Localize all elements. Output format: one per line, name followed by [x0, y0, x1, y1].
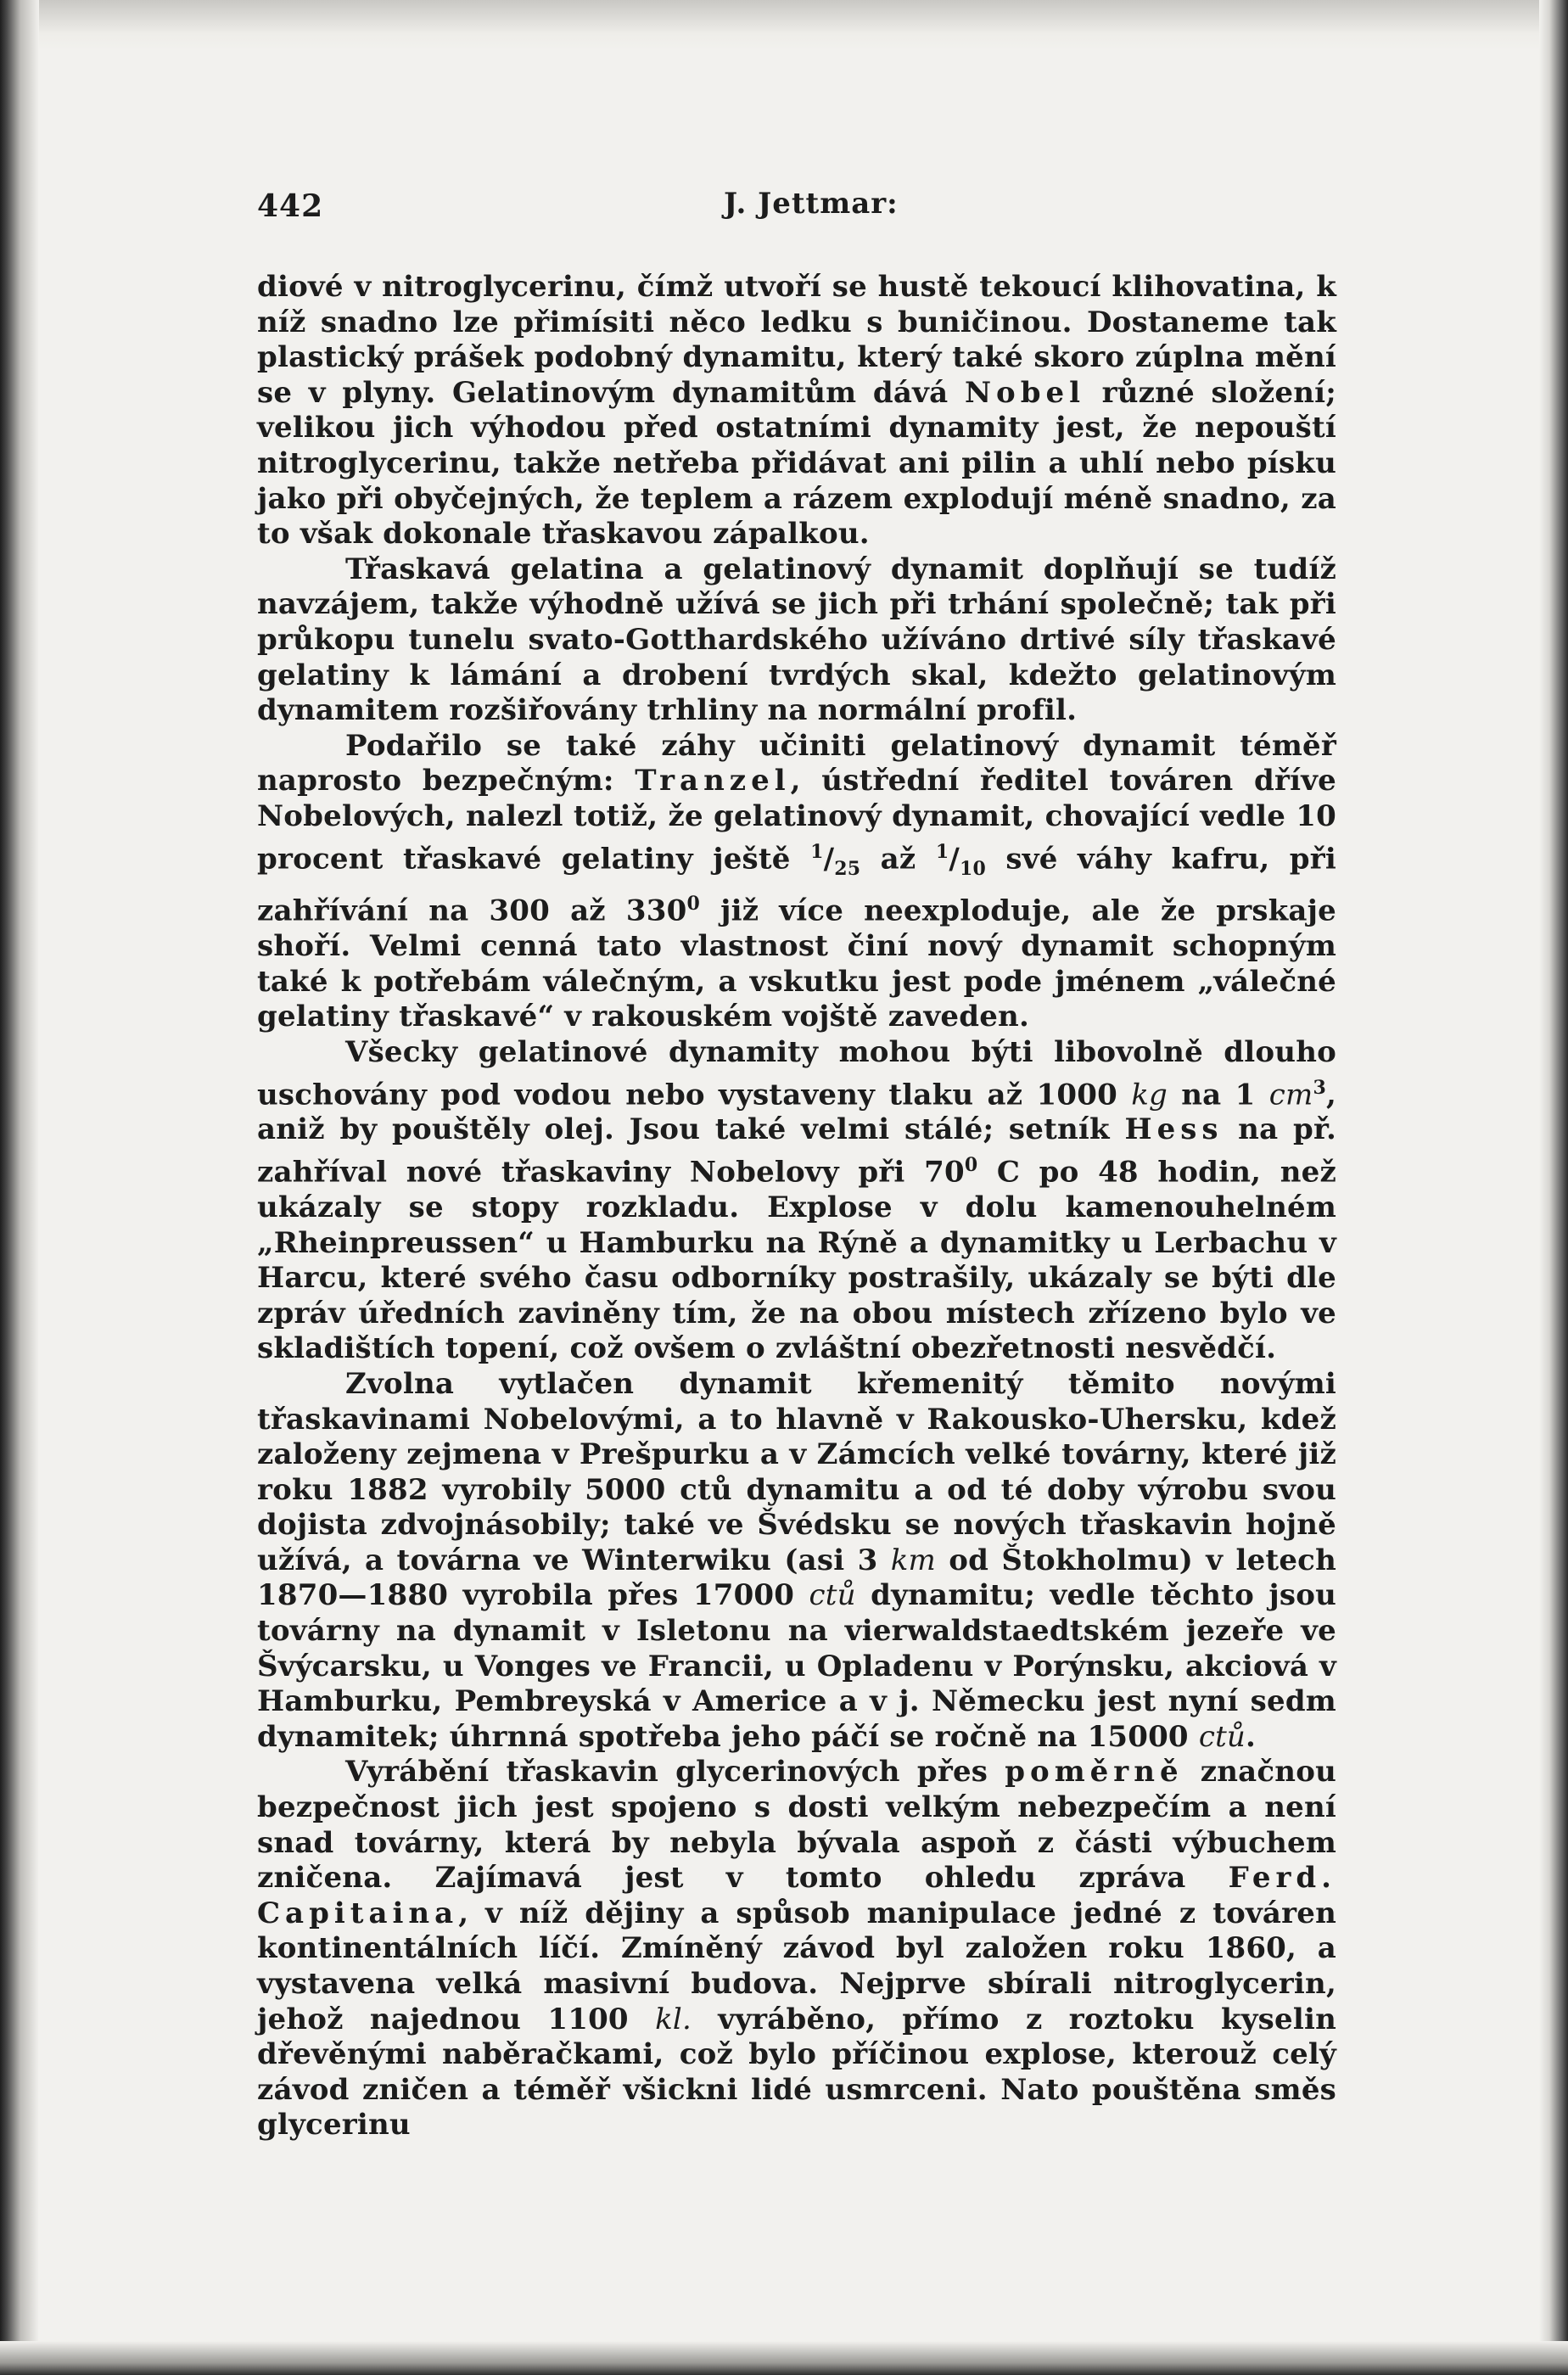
running-head: J. Jettmar:: [724, 187, 899, 221]
text-run: až: [860, 841, 936, 876]
text-run: Zvolna vytlačen dynamit křemenitý těmito novými třaskavinami Nobelovými, a to hlavně v Rakousko-Uhersku, kdež založeny zejmena v Prešpurku a v Zámcích velké továrny, které již roku 1882 vyrobily 5000 ctů dynamitu a od té doby výrobu svou dojista zdvojnásobily; také ve Švédsku se nových třaskavin hojně užívá, a továrna ve Winterwiku (asi 3: [257, 1366, 1336, 1577]
text-run: 1: [935, 840, 949, 863]
text-run: ctů: [1198, 1719, 1246, 1754]
text-run: na 1: [1167, 1077, 1269, 1112]
page-header: [257, 180, 1336, 231]
body-text: [257, 270, 1336, 2143]
text-run: již více neexploduje, ale že prskaje shoří. Velmi cenná tato vlastnost činí nový dynamit schopným také k potřebám válečným, a vskutku jest pode jménem „válečné gelatiny třaskavé“ v rakouském vojště zaveden.: [257, 893, 1336, 1034]
paragraph-6: [257, 1755, 1336, 2143]
text-run: km: [890, 1543, 936, 1577]
text-run: diové v nitroglycerinu, čímž utvoří se hustě tekoucí klihovatina, k níž snadno lze přimísiti něco ledku s buničinou. Dostaneme tak plastický prášek podobný dynamitu, který také skoro zúplna mění se v plyny. Gelatinovým dynamitům dává: [257, 270, 1336, 410]
scan-edge-bottom: [0, 2341, 1568, 2375]
text-run: /: [949, 841, 960, 876]
text-run: 1: [810, 840, 824, 863]
text-run: dynamitu; vedle těchto jsou továrny na dynamit v Isletonu na vierwaldstaedtském jezeře ve Švýcarsku, u Vonges ve Francii, u Opladenu v Porýnsku, akciová v Hamburku, Pembreyská v Americe a v j. Německu jest nyní sedm dynamitek; úhrnná spotřeba jeho páčí se ročně na 15000: [257, 1578, 1336, 1754]
paragraph-3: [257, 729, 1336, 1035]
text-run: , v níž dějiny a spůsob manipulace jedné z továren kontinentálních líčí. Zmíněný závod byl založen roku 1860, a vystavena velká masivní budova. Nejprve sbírali nitroglycerin, jehož najednou 1100: [257, 1896, 1336, 2036]
text-run: Třaskavá gelatina a gelatinový dynamit doplňují se tudíž navzájem, takže výhodně užívá se jich při trhání společně; tak při průkopu tunelu svato-Gotthardského užíváno drtivé síly třaskavé gelatiny k lámání a drobení tvrdých skal, kdežto gelatinovým dynamitem rozšiřovány trhliny na normální profil.: [257, 552, 1336, 728]
text-run: kg: [1131, 1077, 1168, 1112]
text-run: Ferd. Capitaina: [257, 1861, 1336, 1930]
text-run: cm: [1268, 1077, 1313, 1112]
text-run: značnou bezpečnost jich jest spojeno s dosti velkým nebezpečím a není snad továrny, která by nebyla bývala aspoň z části výbuchem zničena. Zajímavá jest v tomto ohledu zpráva: [257, 1755, 1336, 1896]
text-run: 3: [1313, 1076, 1326, 1099]
text-run: Vyrábění třaskavin glycerinových přes: [345, 1755, 1005, 1790]
text-run: 25: [834, 857, 861, 880]
text-run: .: [1246, 1719, 1257, 1754]
text-run: na př. zahříval nové třaskaviny Nobelovy při 70: [257, 1112, 1336, 1190]
paragraph-4: [257, 1035, 1336, 1367]
text-run: /: [823, 841, 835, 876]
text-run: Všecky gelatinové dynamity mohou býti libovolně dlouho uschovány pod vodou nebo vystaveny tlaku až 1000: [257, 1034, 1336, 1112]
scan-edge-left: [0, 0, 39, 2375]
text-run: své váhy kafru, při zahřívání na 300 až 330: [257, 841, 1336, 928]
text-run: , ústřední ředitel továren dříve Nobelových, nalezl totiž, že gelatinový dynamit, chovající vedle 10 procent třaskavé gelatiny ještě: [257, 764, 1336, 876]
text-run: , aniž by pouštěly olej. Jsou také velmi stálé; setník: [257, 1077, 1336, 1147]
scan-edge-right: [1539, 0, 1568, 2375]
paragraph-2: [257, 552, 1336, 729]
paragraph-5: [257, 1367, 1336, 1756]
text-run: 10: [959, 857, 986, 880]
paragraph-1: [257, 270, 1336, 552]
text-run: kl.: [655, 2002, 692, 2036]
text-run: od Štokholmu) v letech 1870—1880 vyrobila přes 17000: [257, 1543, 1336, 1613]
page-number: 442: [257, 188, 324, 224]
text-run: Tranzel: [635, 764, 791, 798]
text-run: poměrně: [1005, 1755, 1184, 1790]
text-run: 0: [686, 893, 700, 916]
text-run: 0: [964, 1154, 978, 1177]
text-run: C po 48 hodin, než ukázaly se stopy rozkladu. Explose v dolu kamenouhelném „Rheinpreussen“ u Hamburku na Rýně a dynamitky u Lerbachu v Harcu, které svého času odborníky postrašily, ukázaly se býti dle zpráv úředních zaviněny tím, že na obou místech zřízeno bylo ve skladištích topení, což ovšem o zvláštní obezřetnosti nesvědčí.: [257, 1155, 1336, 1366]
text-run: Hess: [1124, 1112, 1224, 1147]
text-run: různé složení; velikou jich výhodou před ostatními dynamity jest, že nepouští nitroglycerinu, takže netřeba přidávat ani pilin a uhlí nebo písku jako při obyčejných, že teplem a rázem explodují méně snadno, za to však dokonale třaskavou zápalkou.: [257, 375, 1336, 552]
text-run: Podařilo se také záhy učiniti gelatinový dynamit téměř naprosto bezpečným:: [257, 728, 1336, 798]
scan-edge-top: [0, 0, 1568, 51]
text-run: Nobel: [964, 375, 1086, 410]
text-run: vyráběno, přímo z roztoku kyselin dřevěnými naběračkami, což bylo příčinou explose, kterouž celý závod zničen a téměř všickni lidé usmrceni. Nato pouštěna směs glycerinu: [257, 2002, 1337, 2143]
text-run: ctů: [809, 1578, 856, 1613]
